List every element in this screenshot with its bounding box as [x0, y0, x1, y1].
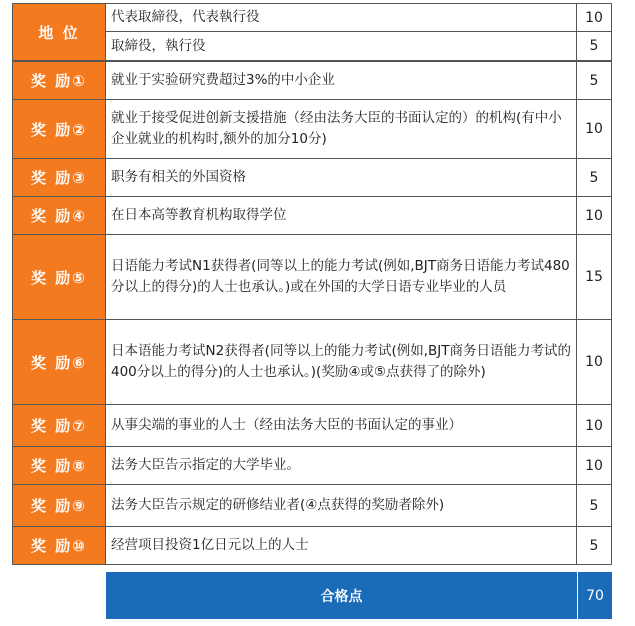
award-category: 奖 励⑩	[12, 527, 106, 564]
row-points: 5	[577, 159, 612, 196]
award-category: 奖 励⑤	[12, 235, 106, 319]
row-description: 从事尖端的事业的人士（经由法务大臣的书面认定的事业）	[106, 405, 577, 446]
award-category: 奖 励⑦	[12, 405, 106, 446]
table-row	[12, 447, 612, 485]
position-rows	[106, 4, 612, 60]
row-description: 日语能力考试N1获得者(同等以上的能力考试(例如,BJT商务日语能力考试480分以上的得分)的人士也承认。)或在外国的大学日语专业毕业的人员	[106, 235, 577, 319]
table-row	[12, 405, 612, 447]
row-points: 10	[577, 320, 612, 404]
row-points: 5	[577, 527, 612, 564]
award-category: 奖 励④	[12, 197, 106, 234]
award-category: 奖 励⑧	[12, 447, 106, 484]
total-row	[106, 572, 612, 619]
row-points: 5	[577, 62, 612, 99]
award-category: 奖 励③	[12, 159, 106, 196]
row-points: 15	[577, 235, 612, 319]
award-category: 奖 励⑥	[12, 320, 106, 404]
award-category: 奖 励①	[12, 62, 106, 99]
row-description: 法务大臣告示规定的研修结业者(④点获得的奖励者除外)	[106, 485, 577, 526]
table-row	[12, 159, 612, 197]
position-group	[12, 3, 612, 61]
row-description: 就业于实验研究费超过3%的中小企业	[106, 62, 577, 99]
row-points: 5	[577, 32, 612, 60]
table-row	[12, 235, 612, 320]
points-table	[12, 3, 612, 565]
row-points: 10	[577, 447, 612, 484]
table-row	[12, 100, 612, 159]
position-category: 地 位	[12, 4, 106, 60]
row-description: 取締役，執行役	[106, 32, 577, 60]
row-description: 就业于接受促进创新支援措施（经由法务大臣的书面认定的）的机构(有中小企业就业的机构时,额外的加分10分)	[106, 100, 577, 158]
row-points: 10	[577, 4, 612, 31]
row-description: 在日本高等教育机构取得学位	[106, 197, 577, 234]
row-points: 10	[577, 197, 612, 234]
row-points: 5	[577, 485, 612, 526]
award-category: 奖 励⑨	[12, 485, 106, 526]
row-description: 日本语能力考试N2获得者(同等以上的能力考试(例如,BJT商务日语能力考试的400分以上的得分)的人士也承认。)(奖励④或⑤点获得了的除外)	[106, 320, 577, 404]
row-description: 经营项目投资1亿日元以上的人士	[106, 527, 577, 564]
total-label: 合格点	[106, 572, 577, 619]
row-description: 职务有相关的外国资格	[106, 159, 577, 196]
row-points: 10	[577, 405, 612, 446]
awards-rows	[12, 61, 612, 565]
total-value: 70	[577, 572, 612, 619]
award-category: 奖 励②	[12, 100, 106, 158]
table-row	[12, 197, 612, 235]
table-row	[12, 527, 612, 565]
table-row	[106, 32, 612, 60]
row-description: 法务大臣告示指定的大学毕业。	[106, 447, 577, 484]
row-points: 10	[577, 100, 612, 158]
row-description: 代表取締役，代表執行役	[106, 4, 577, 31]
table-row	[12, 320, 612, 405]
table-row	[12, 485, 612, 527]
table-row	[12, 61, 612, 100]
table-row	[106, 4, 612, 32]
